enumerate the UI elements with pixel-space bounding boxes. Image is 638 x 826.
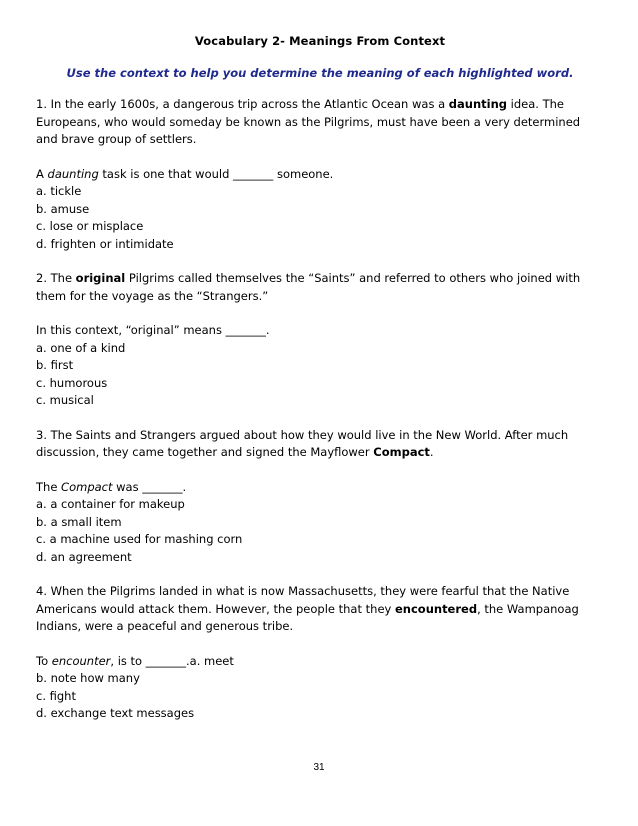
question-2-passage: 2. The original Pilgrims called themselves the “Saints” and referred to others who joined with them for the voyage as the “Strangers.” [36, 271, 581, 303]
worksheet-page [36, 34, 604, 723]
option: a. one of a kind [36, 340, 126, 355]
question-2 [36, 270, 604, 410]
option: c. humorous [36, 375, 108, 390]
question-4-passage: 4. When the Pilgrims landed in what is now Massachusetts, they were fearful that the Native Americans would attack them. However, the people that they encountered, the Wampanoag Indians, were a peaceful and generous tribe. [36, 584, 579, 633]
question-3-passage: 3. The Saints and Strangers argued about how they would live in the New World. After much discussion, they came together and signed the Mayflower Compact. [36, 427, 569, 459]
question-4 [36, 583, 604, 723]
option: a. a container for makeup [36, 497, 185, 511]
highlighted-word: encountered [394, 601, 478, 616]
highlighted-word: original [75, 271, 126, 285]
instructions: Use the context to help you determine the meaning of each highlighted word. [66, 66, 574, 80]
option: c. fight [36, 688, 76, 703]
option: d. exchange text messages [36, 706, 195, 720]
option: b. amuse [36, 201, 90, 216]
option: d. frighten or intimidate [36, 236, 174, 251]
option: c. lose or misplace [36, 219, 144, 233]
question-1 [36, 96, 604, 253]
option: b. first [36, 358, 74, 372]
option: a. tickle [36, 184, 82, 198]
option: c. a machine used for mashing corn [36, 532, 243, 546]
question-1-passage: 1. In the early 1600s, a dangerous trip across the Atlantic Ocean was a daunting idea. The Europeans, who would someday be known as the Pilgrims, must have been a very determined and brave group of settlers. [36, 97, 581, 146]
option: b. note how many [36, 671, 140, 685]
page-title: Vocabulary 2- Meanings From Context [194, 34, 446, 48]
option: b. a small item [36, 514, 122, 529]
page-number: 31 [313, 762, 325, 773]
question-1-stem: A daunting task is one that would _______ someone. [36, 166, 334, 181]
question-4-stem: To encounter, is to _______.a. meet [36, 653, 234, 668]
question-3 [36, 427, 604, 567]
highlighted-word: daunting [448, 97, 508, 111]
question-3-stem: The Compact was _______. [36, 479, 187, 494]
highlighted-word: Compact [373, 445, 430, 459]
question-2-stem: In this context, “original” means _______. [36, 323, 270, 337]
option: d. an agreement [36, 549, 132, 564]
option: c. musical [36, 393, 94, 407]
